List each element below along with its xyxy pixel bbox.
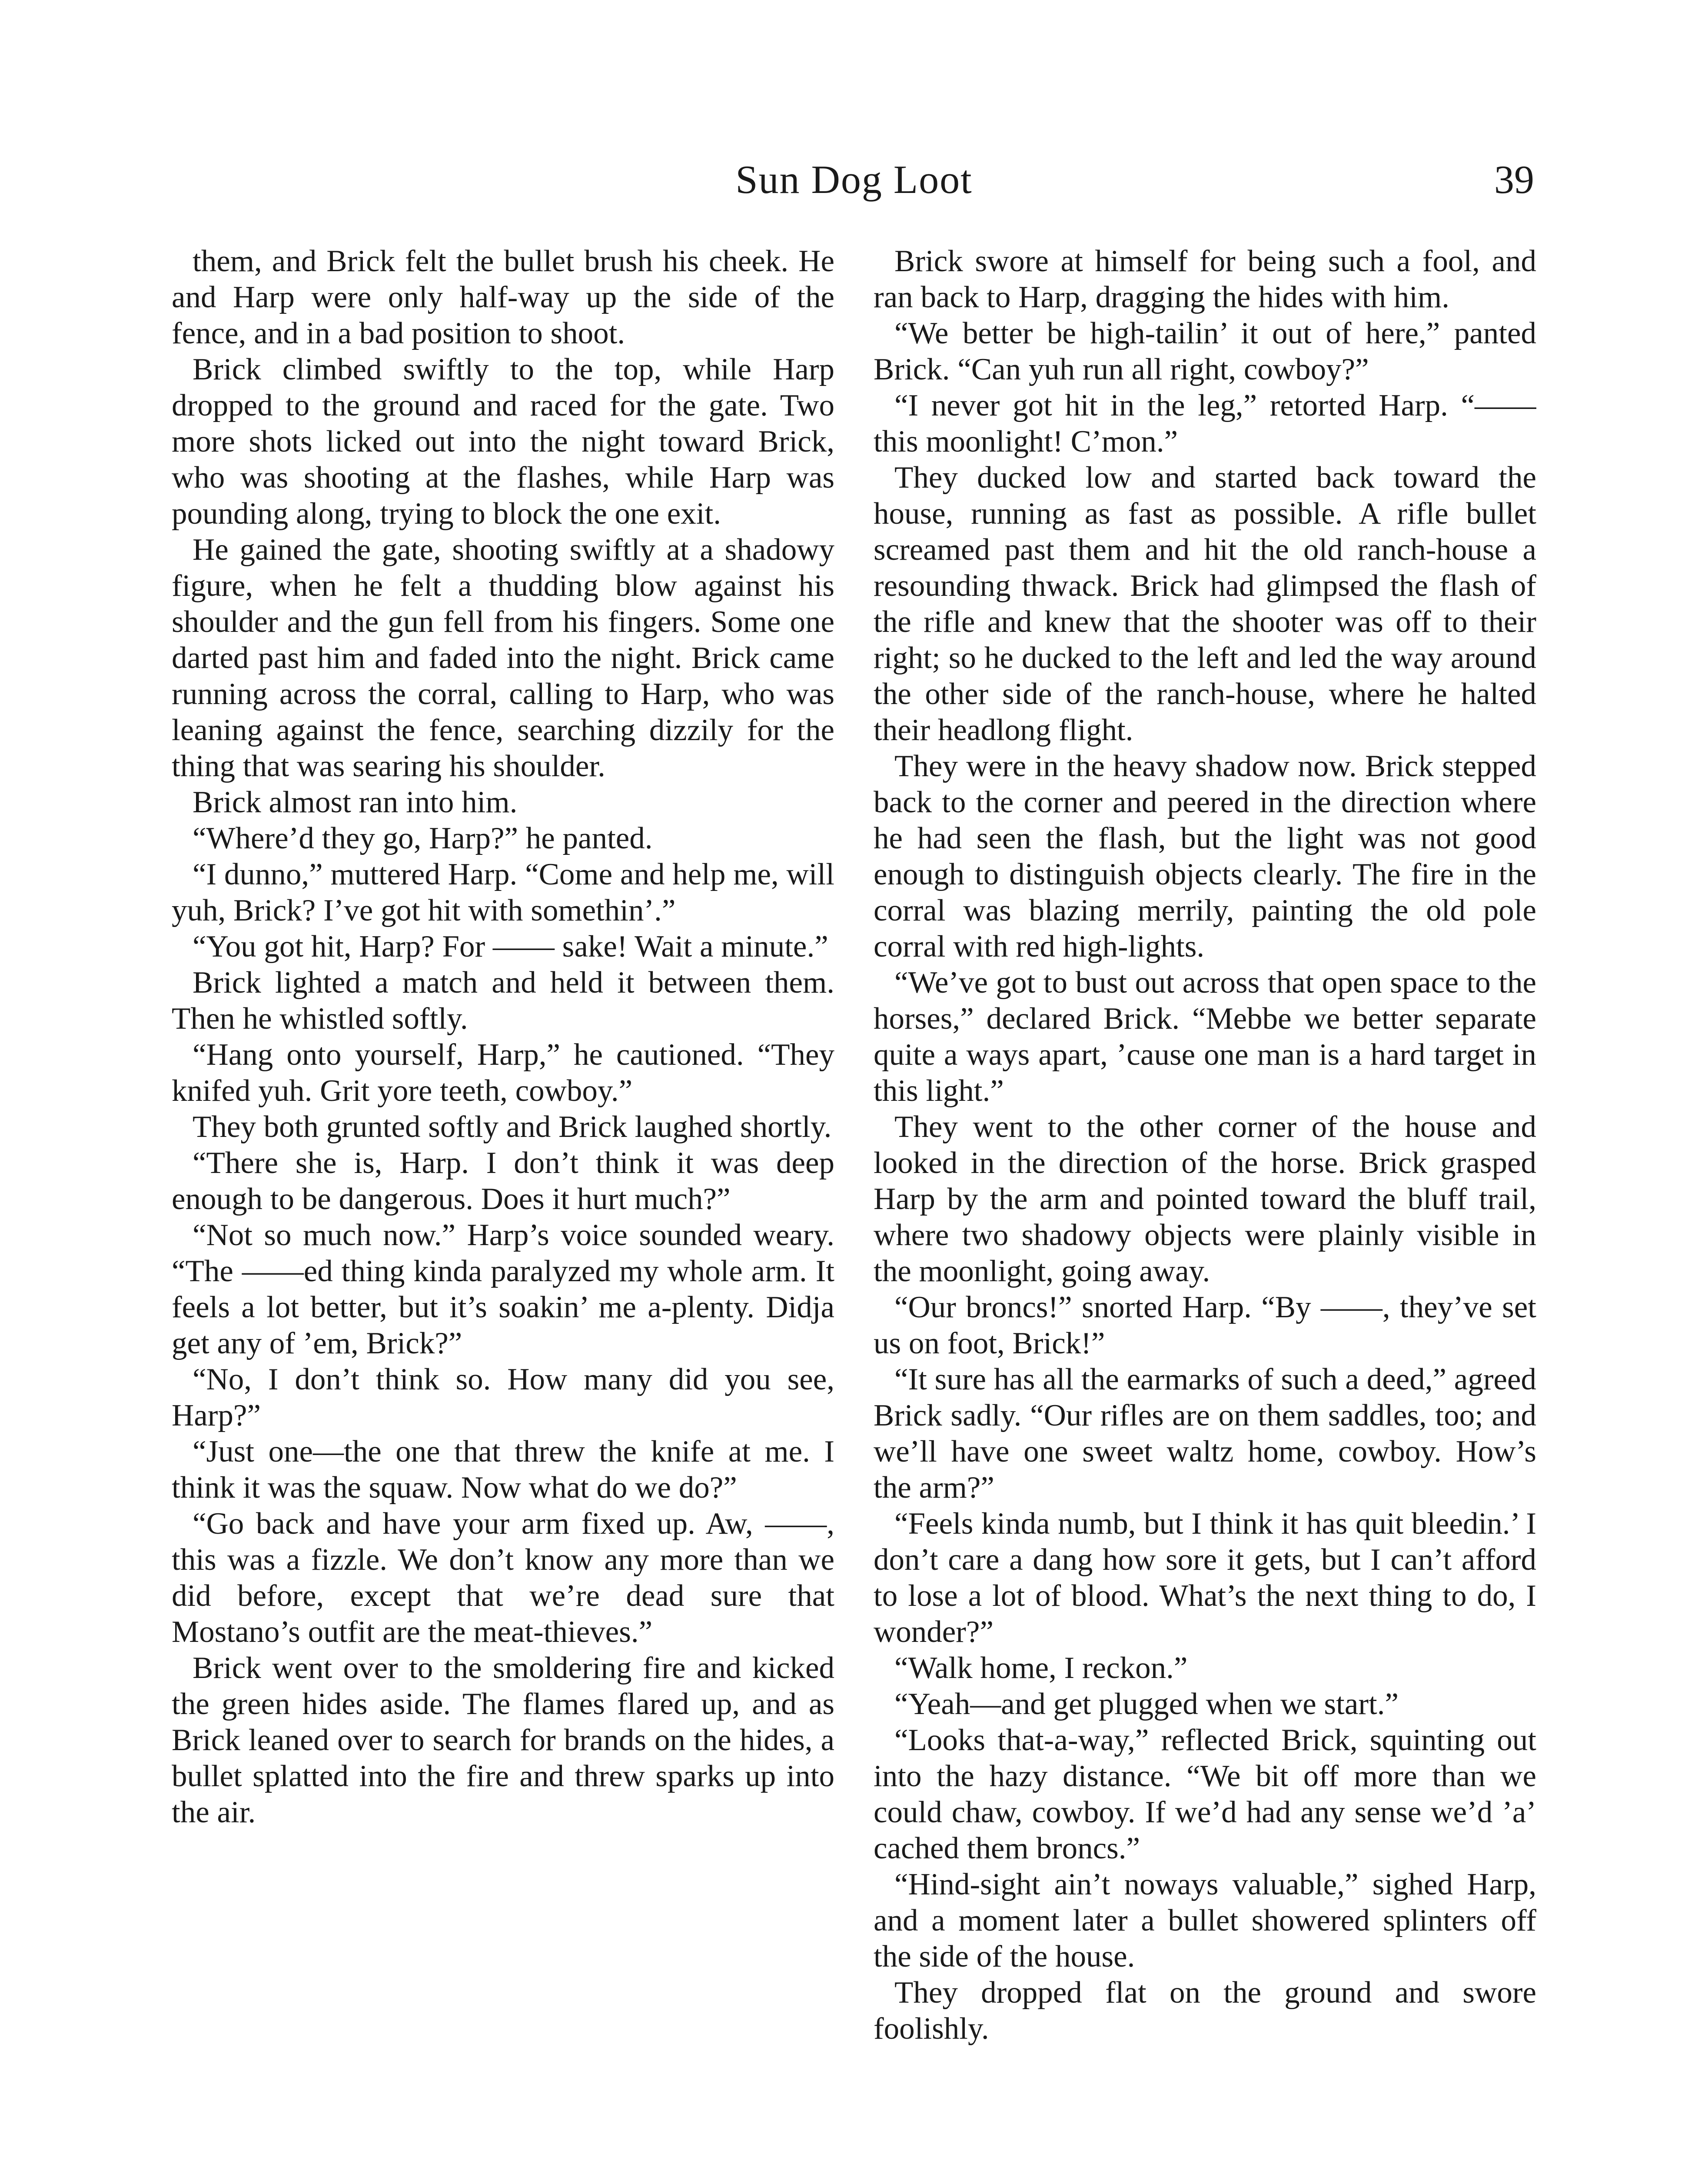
paragraph: “Our broncs!” snorted Harp. “By ——, they’ve set us on foot, Brick!” [874,1290,1536,1360]
paragraph: “It sure has all the earmarks of such a deed,” agreed Brick sadly. “Our rifles are on them saddles, too; and we’ll have one sweet waltz home, cowboy. How’s the arm?” [874,1362,1536,1505]
paragraph: “Yeah—and get plugged when we start.” [894,1687,1399,1721]
paragraph: Brick swore at himself for being such a fool, and ran back to Harp, dragging the hides with him. [874,244,1536,314]
paragraph: “Not so much now.” Harp’s voice sounded weary. “The ——ed thing kinda paralyzed my whole arm. It feels a lot better, but it’s soakin’ me a-plenty. Didja get any of ’em, Brick?” [172,1218,834,1360]
paragraph: “I never got hit in the leg,” retorted Harp. “—— this moonlight! C’mon.” [874,389,1536,459]
paragraph: He gained the gate, shooting swiftly at a shadowy figure, when he felt a thudding blow against his shoulder and the gun fell from his fingers. Some one darted past him and faded into the night. Brick came running across the corral, calling to Harp, who was leaning against the fence, searching dizzily for the thing that was searing his shoulder. [172,533,834,783]
paragraph: “Where’d they go, Harp?” he panted. [193,821,653,855]
page-number: 39 [1494,157,1534,202]
paragraph: “Feels kinda numb, but I think it has quit bleedin.’ I don’t care a dang how sore it gets, but I can’t afford to lose a lot of blood. What’s the next thing to do, I wonder?” [874,1507,1536,1649]
paragraph: “Looks that-a-way,” reflected Brick, squinting out into the hazy distance. “We bit off more than we could chaw, cowboy. If we’d had any sense we’d ’a’ cached them broncs.” [874,1723,1536,1865]
paragraph: “Hang onto yourself, Harp,” he cautioned. “They knifed yuh. Grit yore teeth, cowboy.” [172,1038,834,1108]
paragraph: “Hind-sight ain’t noways valuable,” sighed Harp, and a moment later a bullet showered splinters off the side of the house. [874,1867,1536,1974]
paragraph: Brick lighted a match and held it between them. Then he whistled softly. [172,966,834,1036]
paragraph: “Just one—the one that threw the knife at me. I think it was the squaw. Now what do we do?” [172,1435,834,1505]
paragraph: “There she is, Harp. I don’t think it was deep enough to be dangerous. Does it hurt much?” [172,1146,834,1216]
paragraph: “I dunno,” muttered Harp. “Come and help me, will yuh, Brick? I’ve got hit with somethin’.” [172,857,834,927]
paragraph: They dropped flat on the ground and swore foolishly. [874,1976,1536,2046]
paragraph: “Walk home, I reckon.” [894,1651,1188,1685]
paragraph: Brick almost ran into him. [193,785,518,819]
running-title: Sun Dog Loot [735,157,973,202]
right-column [874,243,1536,2173]
paragraph: “We’ve got to bust out across that open space to the horses,” declared Brick. “Mebbe we better separate quite a ways apart, ’cause one man is a hard target in this light.” [874,966,1536,1108]
paragraph: “No, I don’t think so. How many did you see, Harp?” [172,1362,834,1432]
paragraph: Brick climbed swiftly to the top, while Harp dropped to the ground and raced for the gate. Two more shots licked out into the night toward Brick, who was shooting at the flashes, while Harp was pounding along, trying to block the one exit. [172,352,834,531]
paragraph: They went to the other corner of the house and looked in the direction of the horse. Brick grasped Harp by the arm and pointed toward the bluff trail, where two shadowy objects were plainly visible in the moonlight, going away. [874,1110,1536,1288]
paragraph: They both grunted softly and Brick laughed shortly. [193,1110,832,1144]
paragraph: They were in the heavy shadow now. Brick stepped back to the corner and peered in the direction where he had seen the flash, but the light was not good enough to distinguish objects clearly. The fire in the corral was blazing merrily, painting the old pole corral with red high-lights. [874,749,1536,964]
paragraph: them, and Brick felt the bullet brush his cheek. He and Harp were only half-way up the side of the fence, and in a bad position to shoot. [172,244,834,350]
paragraph: They ducked low and started back toward the house, running as fast as possible. A rifle bullet screamed past them and hit the old ranch-house a resounding thwack. Brick had glimpsed the flash of the rifle and knew that the shooter was off to their right; so he ducked to the left and led the way around the other side of the ranch-house, where he halted their headlong flight. [874,461,1536,747]
left-column [172,243,834,2173]
paragraph: “You got hit, Harp? For —— sake! Wait a minute.” [193,930,828,964]
page-header [0,156,1708,209]
paragraph: “We better be high-tailin’ it out of here,” panted Brick. “Can yuh run all right, cowboy?” [874,316,1536,386]
paragraph: “Go back and have your arm fixed up. Aw, ——, this was a fizzle. We don’t know any more than we did before, except that we’re dead sure that Mostano’s outfit are the meat-thieves.” [172,1507,834,1649]
paragraph: Brick went over to the smoldering fire and kicked the green hides aside. The flames flared up, and as Brick leaned over to search for brands on the hides, a bullet splatted into the fire and threw sparks up into the air. [172,1651,834,1829]
